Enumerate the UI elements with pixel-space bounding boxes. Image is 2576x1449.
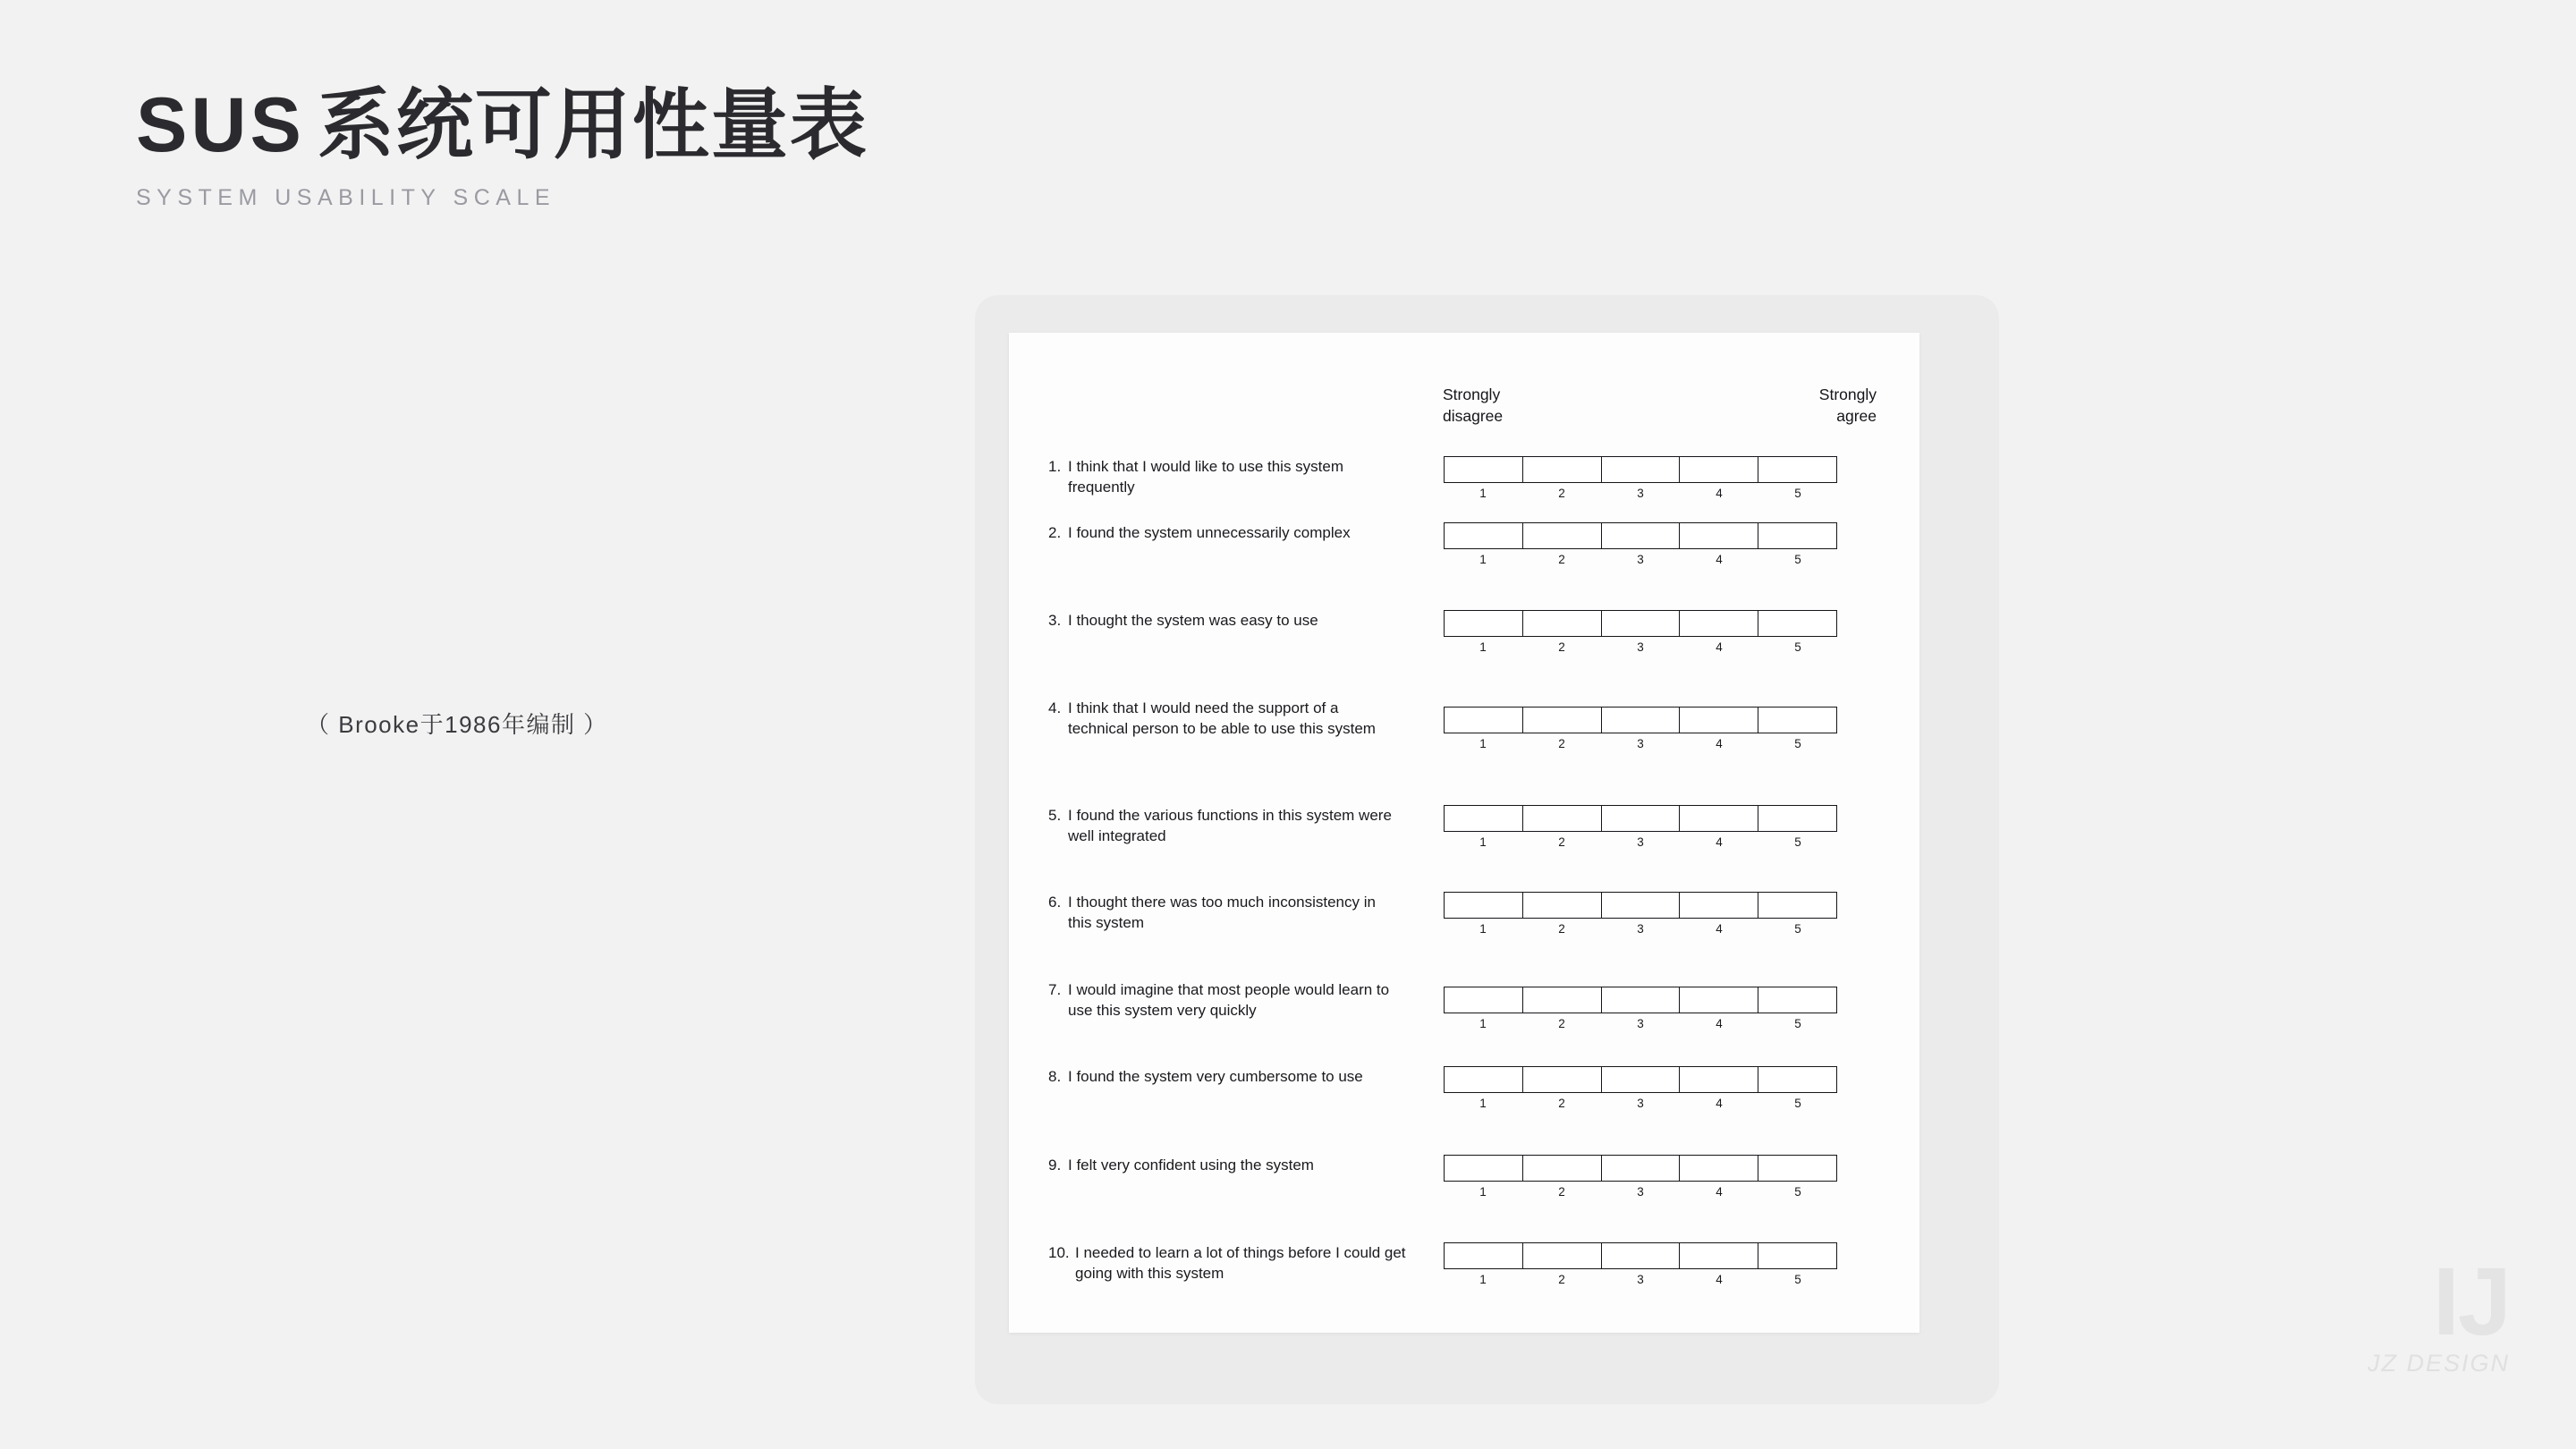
likert-number: 5 xyxy=(1794,835,1801,849)
likert-scale[interactable] xyxy=(1444,892,1837,936)
likert-boxes[interactable] xyxy=(1444,456,1837,483)
likert-number: 2 xyxy=(1558,553,1565,566)
question-text xyxy=(1048,522,1397,543)
likert-numbers xyxy=(1444,487,1837,500)
credit-line: （ Brooke于1986年编制 ） xyxy=(306,711,608,738)
likert-option-1[interactable] xyxy=(1445,457,1523,482)
likert-boxes[interactable] xyxy=(1444,610,1837,637)
likert-number: 4 xyxy=(1716,1273,1723,1286)
likert-option-1[interactable] xyxy=(1445,708,1523,733)
likert-number: 4 xyxy=(1716,1097,1723,1110)
question-body: I found the system very cumbersome to use xyxy=(1068,1068,1363,1085)
likert-number: 5 xyxy=(1794,1097,1801,1110)
likert-number: 3 xyxy=(1637,1017,1644,1030)
likert-scale[interactable] xyxy=(1444,1155,1837,1199)
question-body: I thought the system was easy to use xyxy=(1068,612,1318,629)
likert-numbers xyxy=(1444,1097,1837,1110)
likert-number: 3 xyxy=(1637,1185,1644,1199)
question-number: 6. xyxy=(1048,894,1062,911)
likert-boxes[interactable] xyxy=(1444,1242,1837,1269)
likert-number: 4 xyxy=(1716,487,1723,500)
likert-option-5[interactable] xyxy=(1758,1067,1836,1092)
likert-number: 4 xyxy=(1716,553,1723,566)
likert-scale[interactable] xyxy=(1444,805,1837,849)
likert-option-3[interactable] xyxy=(1602,708,1681,733)
scale-label-disagree-line2: disagree xyxy=(1443,406,1504,425)
question-body: I needed to learn a lot of things before I could get going with this system xyxy=(1075,1244,1406,1283)
question-text xyxy=(1048,698,1397,740)
likert-option-4[interactable] xyxy=(1680,987,1758,1013)
likert-option-4[interactable] xyxy=(1680,806,1758,831)
scale-label-agree-line1: Strongly xyxy=(1818,386,1877,403)
likert-scale[interactable] xyxy=(1444,707,1837,750)
likert-numbers xyxy=(1444,640,1837,654)
question-text xyxy=(1048,610,1397,631)
question-number: 10. xyxy=(1048,1244,1070,1261)
likert-option-1[interactable] xyxy=(1445,1067,1523,1092)
likert-numbers xyxy=(1444,835,1837,849)
likert-option-5[interactable] xyxy=(1758,457,1836,482)
question-text xyxy=(1048,456,1397,498)
likert-option-3[interactable] xyxy=(1602,611,1681,636)
likert-boxes[interactable] xyxy=(1444,805,1837,832)
likert-number: 5 xyxy=(1794,1273,1801,1286)
page-title xyxy=(136,82,869,168)
question-text xyxy=(1048,1155,1397,1175)
question-number: 7. xyxy=(1048,981,1062,998)
likert-option-4[interactable] xyxy=(1680,1156,1758,1181)
likert-option-3[interactable] xyxy=(1602,806,1681,831)
page-subtitle: SYSTEM USABILITY SCALE xyxy=(136,185,556,211)
likert-option-4[interactable] xyxy=(1680,523,1758,548)
likert-boxes[interactable] xyxy=(1444,892,1837,919)
page-header xyxy=(136,82,869,211)
likert-number: 3 xyxy=(1637,1097,1644,1110)
likert-option-5[interactable] xyxy=(1758,1243,1836,1268)
likert-number: 1 xyxy=(1479,737,1487,750)
likert-option-2[interactable] xyxy=(1523,1243,1602,1268)
question-number: 9. xyxy=(1048,1157,1062,1174)
question-number: 3. xyxy=(1048,612,1062,629)
likert-number: 2 xyxy=(1558,487,1565,500)
question-number: 1. xyxy=(1048,458,1062,475)
scale-label-disagree-line1: Strongly xyxy=(1443,386,1501,403)
likert-option-4[interactable] xyxy=(1680,1243,1758,1268)
likert-numbers xyxy=(1444,553,1837,566)
likert-option-2[interactable] xyxy=(1523,523,1602,548)
likert-boxes[interactable] xyxy=(1444,1066,1837,1093)
likert-option-1[interactable] xyxy=(1445,1156,1523,1181)
likert-number: 4 xyxy=(1716,640,1723,654)
likert-option-4[interactable] xyxy=(1680,893,1758,918)
watermark-logo: IJ xyxy=(2432,1246,2510,1355)
question-text xyxy=(1048,805,1397,847)
question-text xyxy=(1048,1066,1397,1087)
likert-scale[interactable] xyxy=(1444,610,1837,654)
scale-label-agree-line2: agree xyxy=(1836,406,1877,425)
likert-number: 3 xyxy=(1637,835,1644,849)
question-number: 4. xyxy=(1048,699,1062,716)
likert-option-2[interactable] xyxy=(1523,1067,1602,1092)
likert-number: 2 xyxy=(1558,1185,1565,1199)
likert-number: 4 xyxy=(1716,1185,1723,1199)
likert-number: 5 xyxy=(1794,553,1801,566)
likert-number: 4 xyxy=(1716,922,1723,936)
question-body: I felt very confident using the system xyxy=(1068,1157,1314,1174)
likert-number: 2 xyxy=(1558,835,1565,849)
question-body: I thought there was too much inconsistency in this system xyxy=(1068,894,1376,932)
likert-number: 5 xyxy=(1794,1185,1801,1199)
page-title-cn: 系统可用性量表 xyxy=(317,82,869,168)
likert-option-5[interactable] xyxy=(1758,1156,1836,1181)
likert-option-5[interactable] xyxy=(1758,893,1836,918)
likert-number: 1 xyxy=(1479,1273,1487,1286)
likert-option-2[interactable] xyxy=(1523,708,1602,733)
likert-boxes[interactable] xyxy=(1444,987,1837,1013)
likert-option-2[interactable] xyxy=(1523,893,1602,918)
likert-number: 3 xyxy=(1637,487,1644,500)
likert-number: 5 xyxy=(1794,1017,1801,1030)
question-number: 2. xyxy=(1048,524,1062,541)
likert-numbers xyxy=(1444,922,1837,936)
question-text xyxy=(1048,979,1397,1021)
likert-scale[interactable] xyxy=(1444,522,1837,566)
likert-option-3[interactable] xyxy=(1602,457,1681,482)
likert-numbers xyxy=(1444,1273,1837,1286)
likert-option-1[interactable] xyxy=(1445,987,1523,1013)
likert-option-4[interactable] xyxy=(1680,457,1758,482)
likert-option-3[interactable] xyxy=(1602,1243,1681,1268)
question-body: I found the system unnecessarily complex xyxy=(1068,524,1351,541)
likert-number: 1 xyxy=(1479,922,1487,936)
likert-option-5[interactable] xyxy=(1758,806,1836,831)
watermark xyxy=(2367,1246,2510,1377)
likert-number: 1 xyxy=(1479,487,1487,500)
question-body: I think that I would need the support of a technical person to be able to use this system xyxy=(1068,699,1376,738)
questionnaire-sheet xyxy=(1009,333,1919,1333)
likert-option-1[interactable] xyxy=(1445,523,1523,548)
likert-option-4[interactable] xyxy=(1680,611,1758,636)
likert-boxes[interactable] xyxy=(1444,1155,1837,1182)
likert-option-2[interactable] xyxy=(1523,1156,1602,1181)
likert-option-5[interactable] xyxy=(1758,987,1836,1013)
likert-scale[interactable] xyxy=(1444,1242,1837,1286)
likert-scale[interactable] xyxy=(1444,987,1837,1030)
likert-number: 2 xyxy=(1558,1017,1565,1030)
likert-number: 5 xyxy=(1794,737,1801,750)
likert-option-3[interactable] xyxy=(1602,523,1681,548)
likert-number: 5 xyxy=(1794,922,1801,936)
likert-boxes[interactable] xyxy=(1444,707,1837,733)
likert-number: 3 xyxy=(1637,737,1644,750)
likert-option-4[interactable] xyxy=(1680,1067,1758,1092)
likert-option-3[interactable] xyxy=(1602,987,1681,1013)
likert-number: 4 xyxy=(1716,737,1723,750)
likert-option-2[interactable] xyxy=(1523,611,1602,636)
likert-option-1[interactable] xyxy=(1445,1243,1523,1268)
likert-numbers xyxy=(1444,1185,1837,1199)
likert-number: 2 xyxy=(1558,1097,1565,1110)
likert-option-2[interactable] xyxy=(1523,806,1602,831)
likert-number: 1 xyxy=(1479,1017,1487,1030)
likert-number: 3 xyxy=(1637,1273,1644,1286)
likert-option-2[interactable] xyxy=(1523,987,1602,1013)
likert-number: 4 xyxy=(1716,835,1723,849)
likert-number: 3 xyxy=(1637,640,1644,654)
likert-number: 2 xyxy=(1558,737,1565,750)
likert-number: 4 xyxy=(1716,1017,1723,1030)
likert-option-3[interactable] xyxy=(1602,1156,1681,1181)
question-text xyxy=(1048,892,1397,934)
question-number: 5. xyxy=(1048,807,1062,824)
likert-option-5[interactable] xyxy=(1758,708,1836,733)
question-body: I think that I would like to use this system frequently xyxy=(1068,458,1344,496)
question-body: I found the various functions in this system were well integrated xyxy=(1068,807,1392,845)
likert-option-1[interactable] xyxy=(1445,893,1523,918)
question-text xyxy=(1048,1242,1406,1284)
likert-number: 1 xyxy=(1479,1185,1487,1199)
question-body: I would imagine that most people would learn to use this system very quickly xyxy=(1068,981,1390,1020)
likert-scale[interactable] xyxy=(1444,1066,1837,1110)
likert-option-3[interactable] xyxy=(1602,1067,1681,1092)
watermark-text: JZ DESIGN xyxy=(2367,1350,2510,1377)
likert-option-1[interactable] xyxy=(1445,806,1523,831)
likert-scale[interactable] xyxy=(1444,456,1837,500)
likert-numbers xyxy=(1444,737,1837,750)
likert-option-5[interactable] xyxy=(1758,611,1836,636)
likert-number: 3 xyxy=(1637,922,1644,936)
likert-option-2[interactable] xyxy=(1523,457,1602,482)
likert-number: 2 xyxy=(1558,922,1565,936)
likert-boxes[interactable] xyxy=(1444,522,1837,549)
likert-option-1[interactable] xyxy=(1445,611,1523,636)
likert-number: 1 xyxy=(1479,640,1487,654)
likert-numbers xyxy=(1444,1017,1837,1030)
likert-option-5[interactable] xyxy=(1758,523,1836,548)
likert-number: 3 xyxy=(1637,553,1644,566)
likert-option-3[interactable] xyxy=(1602,893,1681,918)
scale-label-agree xyxy=(1783,385,1877,427)
likert-option-4[interactable] xyxy=(1680,708,1758,733)
likert-number: 5 xyxy=(1794,640,1801,654)
likert-number: 1 xyxy=(1479,1097,1487,1110)
likert-number: 2 xyxy=(1558,640,1565,654)
question-number: 8. xyxy=(1048,1068,1062,1085)
likert-number: 1 xyxy=(1479,553,1487,566)
page-title-en: SUS xyxy=(136,82,305,168)
likert-number: 5 xyxy=(1794,487,1801,500)
likert-number: 1 xyxy=(1479,835,1487,849)
likert-number: 2 xyxy=(1558,1273,1565,1286)
scale-label-disagree xyxy=(1443,385,1503,427)
